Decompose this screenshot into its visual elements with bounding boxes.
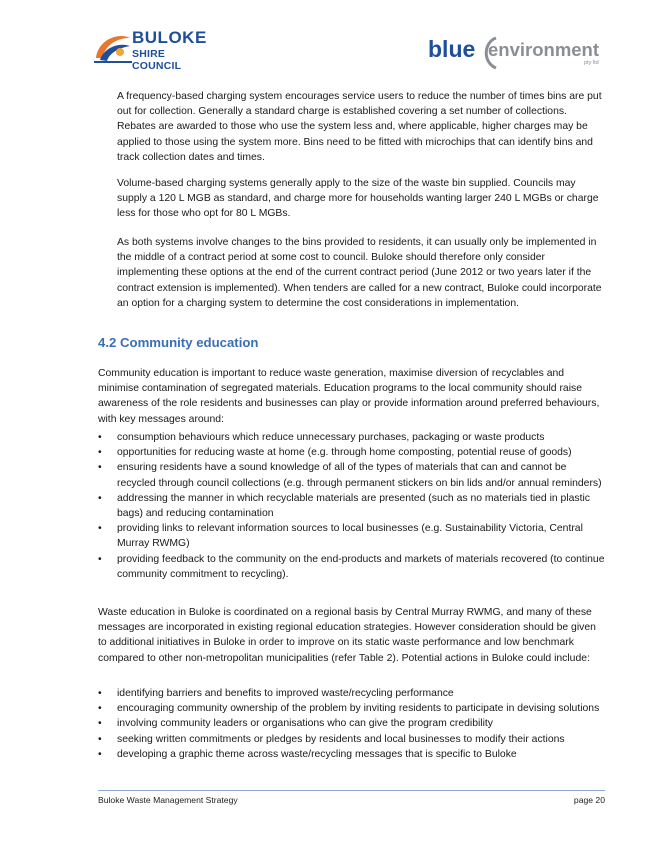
bullet-icon: •	[98, 703, 102, 715]
bullet-icon: •	[98, 733, 102, 745]
blue-logo-word: blue	[428, 36, 476, 62]
key-messages-list	[98, 430, 606, 582]
bullet-icon: •	[98, 432, 102, 443]
list-item: • providing links to relevant information sources to local businesses (e.g. Sustainability Victoria, Central Murray RWMG)	[98, 523, 583, 550]
buloke-emblem-icon	[92, 28, 134, 68]
footer-divider	[98, 790, 605, 791]
paragraph-volume-charging: Volume-based charging systems generally apply to the size of the waste bin supplied. Councils may supply a 120 L MGB as standard, and charge more for households wanting larger 240 L MGBs or charge less for those who opt for 80 L MGBs.	[117, 178, 599, 220]
list-item: • ensuring residents have a sound knowledge of all of the types of materials that can and cannot be recycled through council collections (e.g. through permanent stickers on bin lids and/or annual reminders)	[98, 462, 602, 489]
list-item: • addressing the manner in which recyclable materials are presented (such as no materials tied in plastic bags) and reducing contamination	[98, 492, 591, 520]
bullet-icon: •	[98, 718, 102, 730]
list-item: • opportunities for reducing waste at home (e.g. through home composting, potential reuse of goods)	[98, 445, 606, 460]
bullet-icon: •	[98, 462, 102, 474]
pty-ltd-logo-word: pty ltd	[584, 60, 599, 66]
list-item: • seeking written commitments or pledges by residents and local businesses to modify their actions	[98, 732, 606, 747]
list-item: • identifying barriers and benefits to improved waste/recycling performance	[98, 686, 606, 701]
list-item: • developing a graphic theme across waste/recycling messages that is specific to Buloke	[98, 747, 606, 762]
bullet-icon: •	[98, 447, 102, 459]
bullet-icon: •	[98, 553, 102, 565]
footer-document-title: Buloke Waste Management Strategy	[98, 795, 238, 805]
buloke-logo-word: BULOKE	[132, 28, 207, 47]
potential-actions-list	[98, 686, 606, 762]
paragraph-waste-education-buloke: Waste education in Buloke is coordinated on a regional basis by Central Murray RWMG, and many of these messages are incorporated in existing regional education strategies. However consideration should be given to additional initiatives in Buloke in order to improve on its static waste performance and low benchmark compared to other non-metropolitan municipalities (refer Table 2). Potential actions in Buloke could include:	[98, 607, 596, 664]
section-heading: 4.2 Community education	[98, 335, 259, 350]
paragraph-contract-period: As both systems involve changes to the bins provided to residents, it can usually only be implemented in the middle of a contract period at some cost to council. Buloke should therefore only consider implementing these options at the end of the current contract period (June 2012 or two years later if the contract extension is implemented). When tenders are called for a new contract, Buloke could incorporate an option for a charging system to determine the cost considerations in implementation.	[117, 237, 602, 309]
environment-logo-word: environment	[488, 39, 600, 60]
list-item: • encouraging community ownership of the problem by inviting residents to participate in devising solutions	[98, 701, 606, 716]
bullet-icon: •	[98, 688, 102, 699]
footer-page-number: page 20	[573, 795, 605, 805]
paragraph-community-education: Community education is important to reduce waste generation, maximise diversion of recyclables and minimise contamination of segregated materials. Education programs to the local community should raise awareness of the role residents and businesses can play or provide information around preferred behaviours, with key messages around:	[98, 368, 600, 425]
bullet-icon: •	[98, 523, 102, 535]
list-item: • involving community leaders or organisations who can give the program credibility	[98, 716, 606, 731]
bullet-icon: •	[98, 748, 102, 760]
list-item: • providing feedback to the community on the end-products and markets of materials recovered (to continue community commitment to recycling).	[98, 553, 605, 580]
shire-council-logo-word: SHIRE COUNCIL	[132, 48, 182, 72]
blue-environment-logo	[424, 36, 614, 74]
list-item: • consumption behaviours which reduce unnecessary purchases, packaging or waste products	[98, 430, 606, 445]
bullet-icon: •	[98, 492, 102, 504]
paragraph-frequency-charging: A frequency-based charging system encourages service users to reduce the number of times bins are put out for collection. Generally a standard charge is established covering a set number of collections. Rebates are awarded to those who use the system less and, where applicable, higher charges may be applied to those using the system more. Bins need to be fitted with microchips that can identify bins and track collection dates and times.	[117, 91, 602, 163]
buloke-shire-council-logo	[92, 26, 207, 72]
